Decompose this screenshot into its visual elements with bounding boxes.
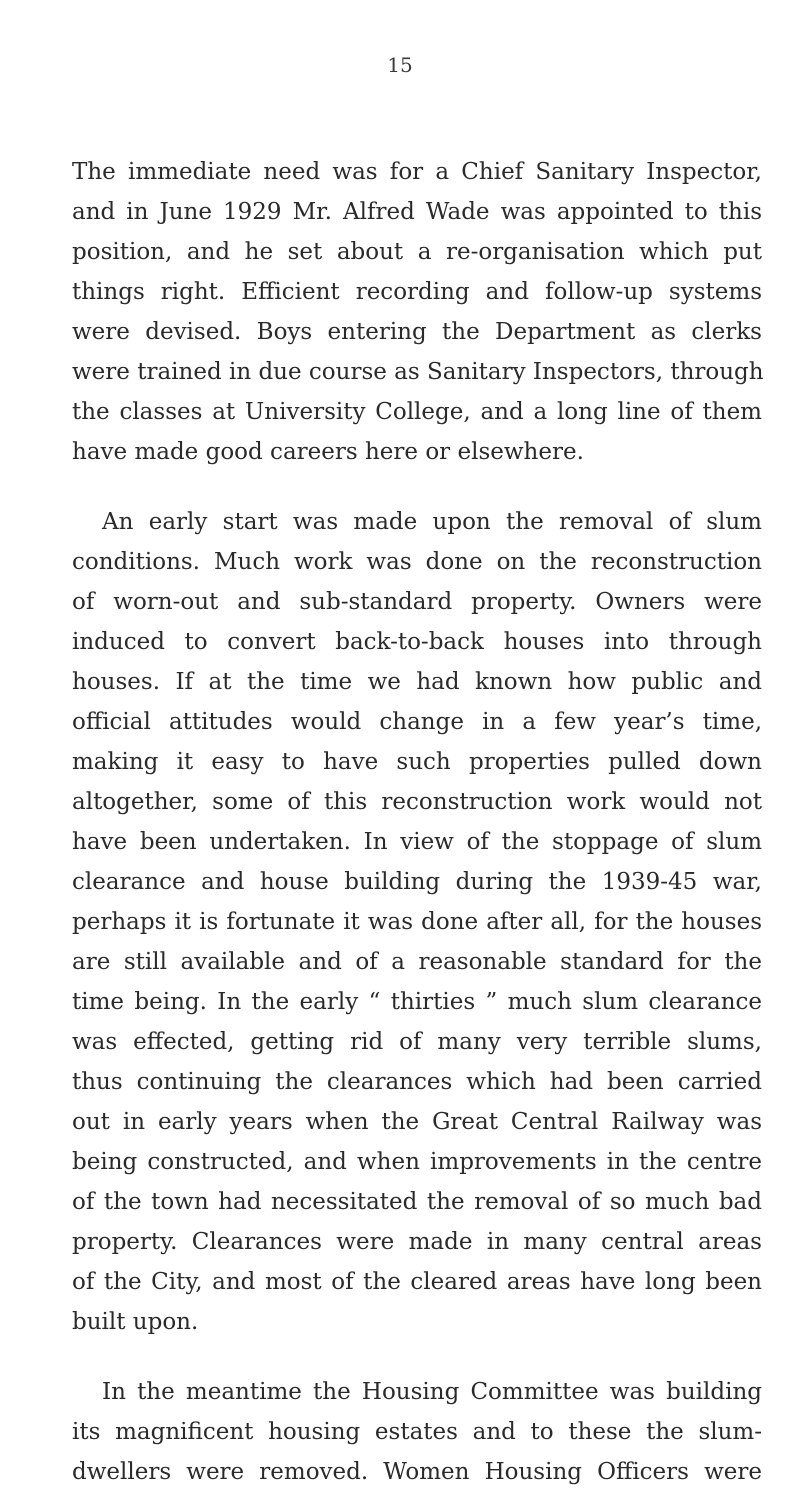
text-line: perhaps it is fortunate it was done after all, for the houses [72, 909, 762, 935]
paragraph-spacer [72, 1342, 762, 1372]
text-line: induced to convert back-to-back houses into through [72, 629, 762, 655]
text-line: time being. In the early “ thirties ” much slum clearance [72, 989, 762, 1015]
text-line: were devised. Boys entering the Department as clerks [72, 319, 762, 345]
text-line: position, and he set about a re-organisation which put [72, 239, 762, 265]
text-line: were trained in due course as Sanitary Inspectors, through [72, 359, 764, 385]
paragraph-2 [72, 502, 762, 1342]
text-line: have been undertaken. In view of the stoppage of slum [72, 829, 762, 855]
text-line: of the City, and most of the cleared areas have long been [72, 1269, 762, 1295]
text-line: thus continuing the clearances which had been carried [72, 1069, 762, 1095]
text-line: have made good careers here or elsewhere. [72, 439, 584, 465]
paragraph-1 [72, 152, 762, 472]
text-line: and in June 1929 Mr. Alfred Wade was appointed to this [72, 199, 762, 225]
text-line: being constructed, and when improvements in the centre [72, 1149, 762, 1175]
text-line: of the town had necessitated the removal of so much bad [72, 1189, 762, 1215]
text-line: are still available and of a reasonable standard for the [72, 949, 762, 975]
text-line: In the meantime the Housing Committee was building [102, 1379, 762, 1405]
text-line: the classes at University College, and a long line of them [72, 399, 762, 425]
text-line: clearance and house building during the 1939-45 war, [72, 869, 762, 895]
text-line: dwellers were removed. Women Housing Officers were [72, 1459, 762, 1485]
body-text [72, 152, 762, 1492]
paragraph-3 [72, 1372, 762, 1492]
text-line: its magnificent housing estates and to these the slum- [72, 1419, 762, 1445]
text-line: of worn-out and sub-standard property. Owners were [72, 589, 762, 615]
text-line: property. Clearances were made in many central areas [72, 1229, 762, 1255]
text-line: conditions. Much work was done on the reconstruction [72, 549, 762, 575]
text-line: built upon. [72, 1309, 199, 1335]
text-line: houses. If at the time we had known how public and [72, 669, 762, 695]
text-line: An early start was made upon the removal of slum [102, 509, 762, 535]
text-line: was effected, getting rid of many very terrible slums, [72, 1029, 762, 1055]
page-number: 15 [387, 53, 413, 77]
text-line: out in early years when the Great Central Railway was [72, 1109, 762, 1135]
text-line: The immediate need was for a Chief Sanitary Inspector, [72, 159, 762, 185]
text-line: official attitudes would change in a few year’s time, [72, 709, 762, 735]
text-line: making it easy to have such properties pulled down [72, 749, 762, 775]
text-line: things right. Efficient recording and follow-up systems [72, 279, 762, 305]
text-line: altogether, some of this reconstruction work would not [72, 789, 762, 815]
paragraph-spacer [72, 472, 762, 502]
